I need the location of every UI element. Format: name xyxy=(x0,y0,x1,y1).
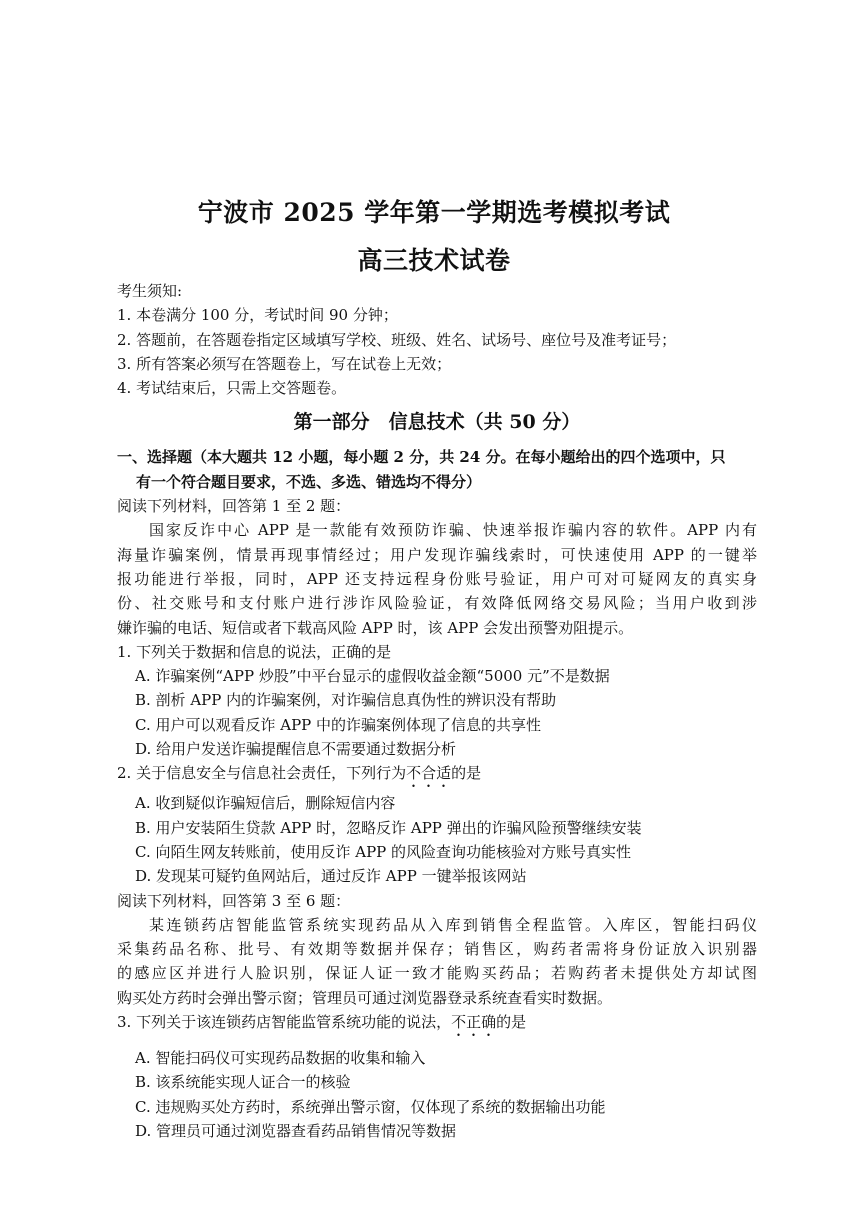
passage-line: 报功能进行举报，同时，APP 还支持远程身份账号验证，用户可对可疑网友的真实身 xyxy=(117,569,757,588)
option-c: C. 违规购买处方药时，系统弹出警示窗，仅体现了系统的数据输出功能 xyxy=(135,1097,606,1116)
passage-line: 国家反诈中心 APP 是一款能有效预防诈骗、快速举报诈骗内容的软件。APP 内有 xyxy=(149,521,757,540)
passage-line: 某连锁药店智能监管系统实现药品从入库到销售全程监管。入库区，智能扫码仪 xyxy=(149,915,757,934)
notice-heading: 考生须知: xyxy=(117,282,183,300)
passage-line: 份、社交账号和支付账户进行涉诈风险验证，有效降低网络交易风险；当用户收到涉 xyxy=(117,594,757,613)
question-1 xyxy=(117,640,757,761)
material-intro: 阅读下列材料，回答第 1 至 2 题： xyxy=(117,497,351,516)
candidate-notice xyxy=(117,279,757,400)
exam-title: 宁波市 2025 学年第一学期选考模拟考试 xyxy=(197,198,671,227)
option-c: C. 向陌生网友转账前，使用反诈 APP 的风险查询功能核验对方账号真实性 xyxy=(135,842,632,861)
material-passage xyxy=(117,913,757,1010)
stem-text: 2. 关于信息安全与信息社会责任，下列行为 xyxy=(117,764,407,783)
notice-item: 2. 答题前，在答题卷指定区域填写学校、班级、姓名、试场号、座位号及准考证号； xyxy=(117,330,677,349)
exam-subtitle: 高三技术试卷 xyxy=(357,246,511,275)
passage-line: 的感应区并进行人脸识别，保证人证一致才能购买药品；若购药者未提供处方却试图 xyxy=(117,964,757,983)
notice-item: 1. 本卷满分 100 分，考试时间 90 分钟； xyxy=(117,306,398,325)
option-a: A. 智能扫码仪可实现药品数据的收集和输入 xyxy=(135,1049,426,1068)
question-3 xyxy=(117,1010,757,1143)
question-stem xyxy=(117,761,757,791)
part-title: 第一部分 信息技术（共 50 分） xyxy=(293,411,581,434)
option-b: B. 用户安装陌生贷款 APP 时，忽略反诈 APP 弹出的诈骗风险预警继续安装 xyxy=(135,818,642,837)
passage-line: 购买处方药时会弹出警示窗；管理员可通过浏览器登录系统查看实时数据。 xyxy=(117,988,613,1007)
option-b: B. 该系统能实现人证合一的核验 xyxy=(135,1073,351,1092)
section-instructions-cont: 有一个符合题目要求，不选、多选、错选均不得分） xyxy=(136,472,482,491)
option-a: A. 收到疑似诈骗短信后，删除短信内容 xyxy=(135,794,396,813)
question-2 xyxy=(117,761,757,888)
emphasis-text: 不合适 xyxy=(406,764,452,783)
option-b: B. 剖析 APP 内的诈骗案例，对诈骗信息真伪性的辨识没有帮助 xyxy=(135,691,557,710)
question-stem: 1. 下列关于数据和信息的说法，正确的是 xyxy=(117,642,392,661)
stem-text: 3. 下列关于该连锁药店智能监管系统功能的说法， xyxy=(117,1013,452,1032)
exam-content xyxy=(117,279,757,1143)
emphasis-text: 不正确 xyxy=(451,1013,497,1032)
notice-item: 3. 所有答案必须写在答题卷上，写在试卷上无效； xyxy=(117,354,452,373)
option-d: D. 管理员可通过浏览器查看药品销售情况等数据 xyxy=(135,1121,457,1140)
option-d: D. 给用户发送诈骗提醒信息不需要通过数据分析 xyxy=(135,740,457,759)
option-c: C. 用户可以观看反诈 APP 中的诈骗案例体现了信息的共享性 xyxy=(135,715,542,734)
notice-item: 4. 考试结束后，只需上交答题卷。 xyxy=(117,379,347,398)
passage-line: 嫌诈骗的电话、短信或者下载高风险 APP 时，该 APP 会发出预警劝阻提示。 xyxy=(117,618,634,637)
stem-text: 的是 xyxy=(451,764,482,783)
question-stem xyxy=(117,1010,757,1040)
option-a: A. 诈骗案例“APP 炒股”中平台显示的虚假收益金额“5000 元”不是数据 xyxy=(135,667,610,686)
section-instructions: 一、选择题（本大题共 12 小题，每小题 2 分，共 24 分。在每小题给出的四个选项中，只 xyxy=(117,448,726,467)
passage-line: 采集药品名称、批号、有效期等数据并保存；销售区，购药者需将身份证放入识别器 xyxy=(117,940,757,959)
material-passage xyxy=(117,518,757,639)
option-d: D. 发现某可疑钓鱼网站后，通过反诈 APP 一键举报该网站 xyxy=(135,867,527,886)
passage-line: 海量诈骗案例，情景再现事情经过；用户发现诈骗线索时，可快速使用 APP 的一键举 xyxy=(117,545,757,564)
material-intro: 阅读下列材料，回答第 3 至 6 题： xyxy=(117,891,351,910)
stem-text: 的是 xyxy=(496,1013,527,1032)
